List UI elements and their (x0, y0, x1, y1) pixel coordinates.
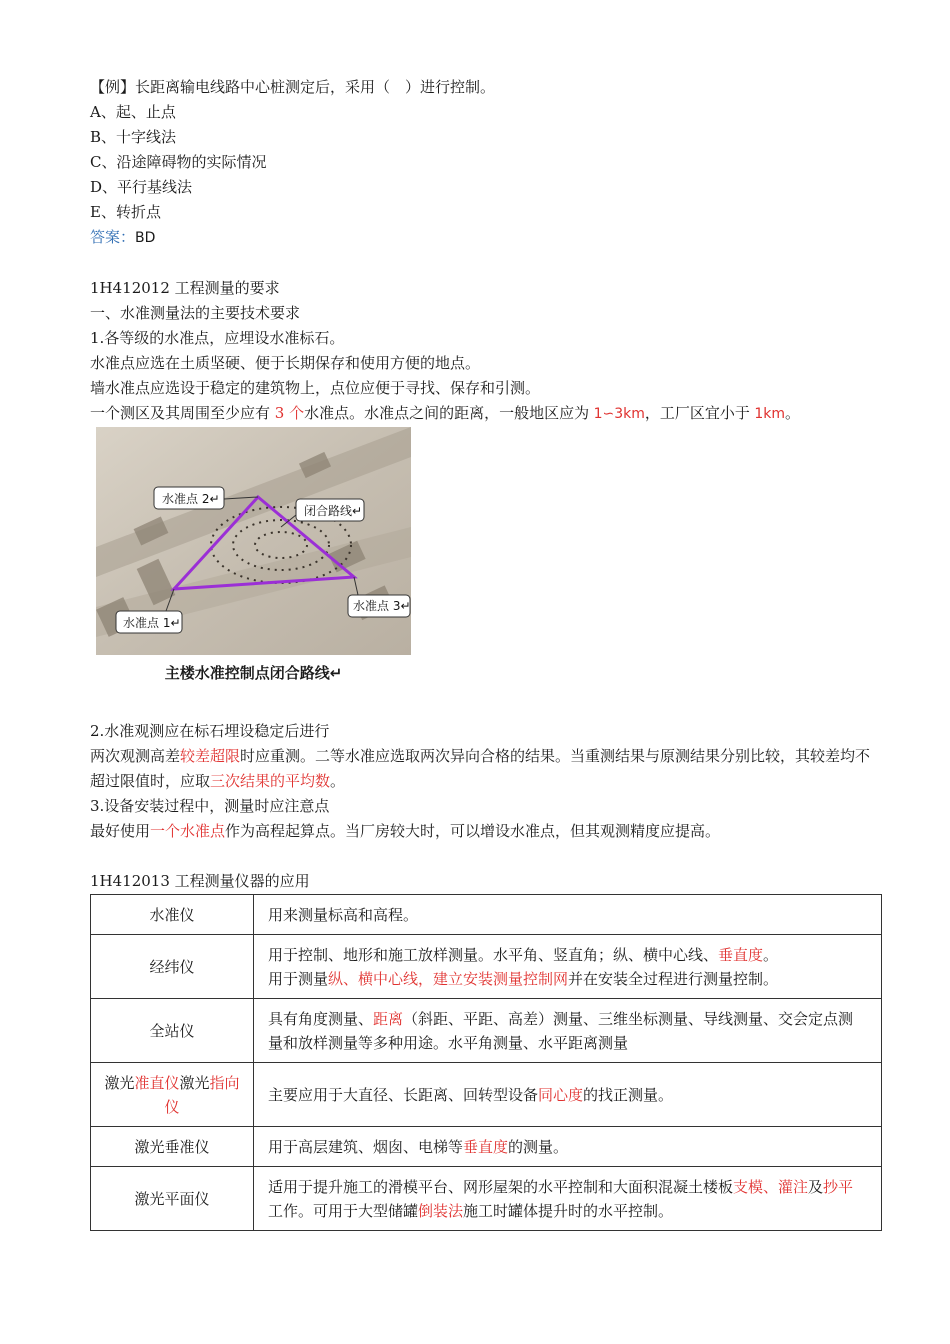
instrument-desc-text: 用来测量标高和高程。 (268, 905, 419, 924)
table-row (91, 1127, 882, 1167)
spacer (90, 251, 885, 276)
closed-route-photo (96, 427, 411, 655)
instrument-name-text: 准直仪 (134, 1073, 180, 1092)
instrument-name-text: 水准仪 (149, 905, 195, 924)
instrument-desc-cell (254, 1127, 882, 1167)
answer-value: BD (135, 230, 156, 246)
section3-heading: 1H412013 工程测量仪器的应用 (90, 872, 310, 890)
instrument-desc-paragraph (268, 1007, 867, 1055)
instrument-desc-paragraph (268, 1175, 867, 1223)
instrument-desc-paragraph (268, 903, 867, 927)
callout-point3: 水准点 3↵ (353, 599, 411, 613)
instrument-desc-cell (254, 1063, 882, 1127)
option-e: E、转折点 (90, 203, 161, 221)
instrument-desc-paragraph (268, 1083, 867, 1107)
figure-caption: 主楼水准控制点闭合路线↵ (164, 664, 343, 682)
instrument-desc-text: 工作。可用于大型储罐 (268, 1201, 419, 1220)
instrument-name-cell (91, 935, 254, 999)
option-c: C、沿途障碍物的实际情况 (90, 153, 267, 171)
instrument-name-text: 激光 (104, 1073, 135, 1092)
p4-text-g: 。 (785, 404, 801, 422)
instrument-desc-text: 支模、灌注 (733, 1177, 809, 1196)
p4-distance-highlight: 1∽3km (589, 406, 645, 422)
instrument-desc-text: 纵、横中心线，建立安装测量控制网 (328, 969, 569, 988)
instrument-name-cell (91, 1167, 254, 1231)
instrument-desc-text: （斜距、平距、高差）测量、三维坐标测量、导线测量、交会定点测量和放样测量等多种用途。水平角测量、水平距离测量 (268, 1009, 854, 1052)
instrument-desc-cell (254, 999, 882, 1063)
callout-closed-route: 闭合路线↵ (304, 504, 363, 518)
instrument-desc-text: 垂直度 (463, 1137, 509, 1156)
instrument-desc-cell (254, 935, 882, 999)
callout-point2: 水准点 2↵ (162, 492, 220, 506)
instrument-desc-text: 用于高层建筑、烟囱、电梯等 (268, 1137, 464, 1156)
section2-p3: 3.设备安装过程中，测量时应注意点 (90, 797, 330, 815)
instrument-desc-paragraph (268, 1135, 867, 1159)
p4-text-c: 水准点。水准点之间的距离，一般地区应为 (304, 404, 590, 422)
option-a: A、起、止点 (90, 103, 176, 121)
table-row (91, 1063, 882, 1127)
instrument-name-text: 激光 (179, 1073, 210, 1092)
p4-count-highlight: 3 个 (270, 404, 305, 422)
p4b-highlight: 一个水准点 (150, 822, 226, 840)
instrument-name-text: 全站仪 (149, 1021, 195, 1040)
section2-p1: 2.水准观测应在标石埋设稳定后进行 (90, 722, 330, 740)
instrument-desc-text: 的找正测量。 (583, 1085, 674, 1104)
instrument-desc-text: 距离 (373, 1009, 404, 1028)
instrument-desc-paragraph (268, 967, 867, 991)
table-row (91, 935, 882, 999)
instrument-desc-paragraph (268, 943, 867, 967)
section2-p4 (90, 819, 885, 844)
instrument-desc-text: 同心度 (538, 1085, 584, 1104)
instrument-desc-text: 抄平 (823, 1177, 854, 1196)
instrument-desc-text: 施工时罐体提升时的水平控制。 (463, 1201, 674, 1220)
instrument-desc-text: 用于控制、地形和施工放样测量。水平角、竖直角；纵、横中心线、 (268, 945, 719, 964)
section1-p4 (90, 401, 885, 427)
section1-p1: 1.各等级的水准点，应埋设水准标石。 (90, 329, 345, 347)
instrument-desc-text: 主要应用于大直径、长距离、回转型设备 (268, 1085, 539, 1104)
option-d: D、平行基线法 (90, 178, 193, 196)
instrument-desc-text: 。 (763, 945, 779, 964)
instrument-name-cell (91, 1063, 254, 1127)
section1-subheading: 一、水准测量法的主要技术要求 (90, 304, 301, 322)
p2-text-e: 。 (330, 772, 346, 790)
spacer (90, 685, 885, 719)
spacer (90, 844, 885, 869)
instrument-name-text: 激光平面仪 (134, 1189, 210, 1208)
instrument-desc-text: 并在安装全过程进行测量控制。 (568, 969, 779, 988)
option-b: B、十字线法 (90, 128, 177, 146)
instrument-desc-text: 垂直度 (718, 945, 764, 964)
p4-text-e: ，工厂区宜小于 (644, 404, 750, 422)
p2-text-c: 时应重测。二等水准应选取两次异向合格的结果。当重测结果与原测结果分别比较，其较差均不超过限值时，应取 (90, 747, 871, 790)
instrument-desc-text: 适用于提升施工的滑模平台、网形屋架的水平控制和大面积混凝土楼板 (268, 1177, 734, 1196)
answer-line (90, 225, 885, 251)
section1-heading: 1H412012 工程测量的要求 (90, 279, 280, 297)
instrument-name-cell (91, 1127, 254, 1167)
answer-label: 答案： (90, 228, 136, 246)
table-row (91, 1167, 882, 1231)
closed-route-diagram (96, 427, 411, 655)
p4-factory-highlight: 1km (749, 406, 785, 422)
p4b-text-a: 最好使用 (90, 822, 151, 840)
instrument-table (90, 894, 882, 1231)
document-content (90, 75, 885, 1231)
instrument-table-body (91, 895, 882, 1231)
example-question: 【例】长距离输电线路中心桩测定后，采用（ ）进行控制。 (90, 78, 496, 96)
instrument-desc-text: 的测量。 (508, 1137, 569, 1156)
instrument-desc-cell (254, 895, 882, 935)
p4b-text-c: 作为高程起算点。当厂房较大时，可以增设水准点，但其观测精度应提高。 (225, 822, 721, 840)
p4-text-a: 一个测区及其周围至少应有 (90, 404, 271, 422)
p2-highlight-limit: 较差超限 (180, 747, 241, 765)
table-row (91, 895, 882, 935)
p2-text-a: 两次观测高差 (90, 747, 181, 765)
instrument-desc-text: 用于测量 (268, 969, 329, 988)
table-row (91, 999, 882, 1063)
callout-point1: 水准点 1↵ (123, 616, 181, 630)
instrument-desc-text: 倒装法 (418, 1201, 464, 1220)
instrument-desc-text: 具有角度测量、 (268, 1009, 374, 1028)
p2-highlight-average: 三次结果的平均数 (210, 772, 331, 790)
instrument-name-text: 激光垂准仪 (134, 1137, 210, 1156)
section1-p2: 水准点应选在土质坚硬、便于长期保存和使用方便的地点。 (90, 354, 481, 372)
instrument-desc-cell (254, 1167, 882, 1231)
instrument-desc-text: 及 (808, 1177, 824, 1196)
instrument-name-text: 经纬仪 (149, 957, 195, 976)
section2-p2 (90, 744, 885, 794)
instrument-name-text: 指向仪 (164, 1073, 240, 1116)
instrument-name-cell (91, 895, 254, 935)
instrument-name-cell (91, 999, 254, 1063)
section1-p3: 墙水准点应选设于稳定的建筑物上，点位应便于寻找、保存和引测。 (90, 379, 541, 397)
